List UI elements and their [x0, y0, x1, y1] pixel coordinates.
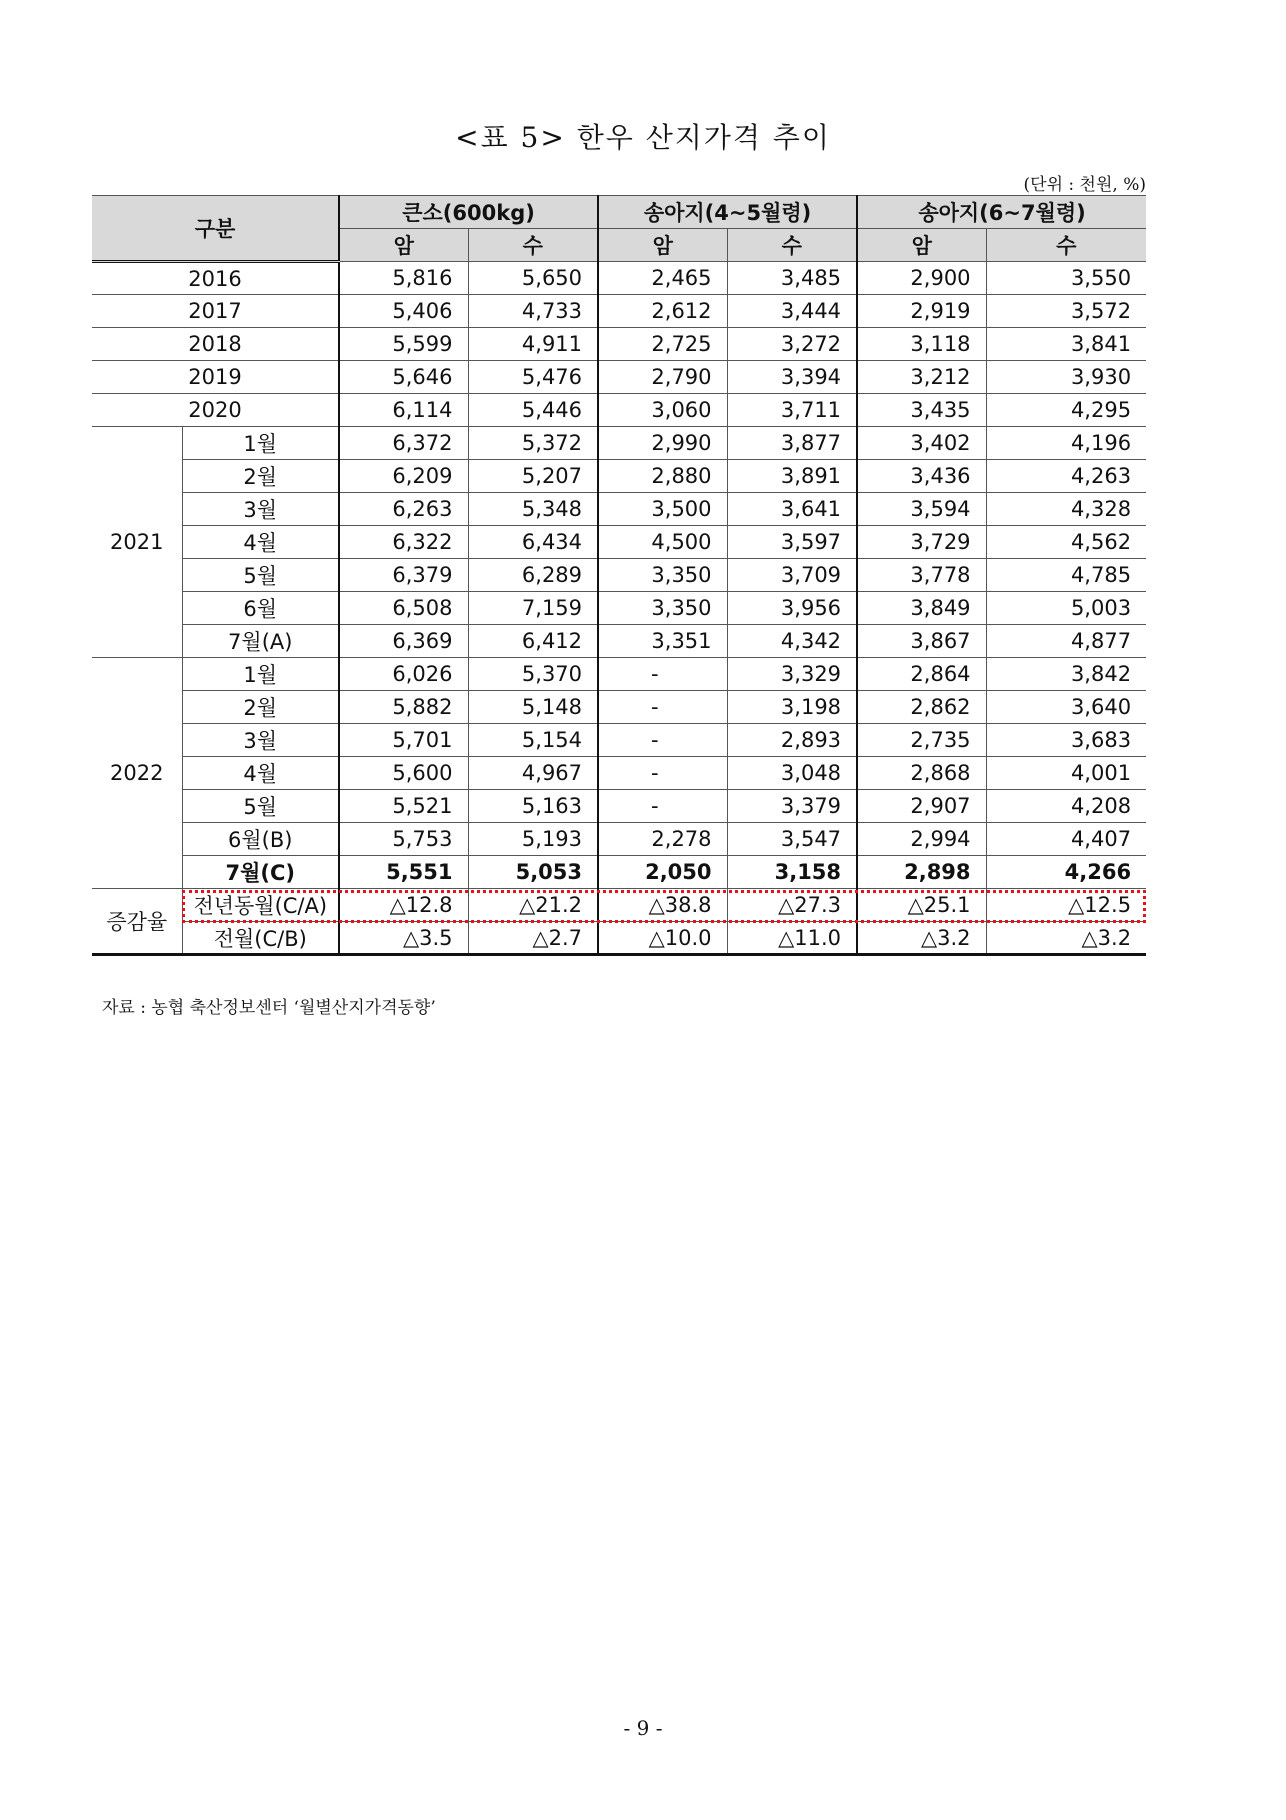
table-cell: 4,001 — [986, 757, 1146, 790]
year-label: 2022 — [92, 658, 182, 889]
table-cell: 3,351 — [598, 625, 727, 658]
table-cell: 4,877 — [986, 625, 1146, 658]
unit-note: (단위 : 천원, %) — [1023, 175, 1146, 195]
table-cell: 5,646 — [339, 361, 468, 394]
table-cell: 5,053 — [468, 856, 598, 889]
table-cell: 5,753 — [339, 823, 468, 856]
table-cell: 7,159 — [468, 592, 598, 625]
table-cell: 3,118 — [857, 328, 986, 361]
table-cell: 6,322 — [339, 526, 468, 559]
table-row — [92, 691, 1146, 724]
table-cell: △12.8 — [339, 889, 468, 922]
row-label: 2018 — [92, 328, 339, 361]
header-male: 수 — [468, 229, 598, 262]
table-cell: 3,729 — [857, 526, 986, 559]
table-row — [92, 427, 1146, 460]
table-row — [92, 328, 1146, 361]
table-cell: 6,263 — [339, 493, 468, 526]
row-label: 2019 — [92, 361, 339, 394]
change-row-label: 전년동월(C/A) — [182, 889, 339, 922]
table-cell: 2,990 — [598, 427, 727, 460]
table-cell: 5,372 — [468, 427, 598, 460]
year-label: 2021 — [92, 427, 182, 658]
table-cell: 6,114 — [339, 394, 468, 427]
row-label: 2020 — [92, 394, 339, 427]
table-row — [92, 757, 1146, 790]
table-cell: 3,842 — [986, 658, 1146, 691]
table-cell: 2,862 — [857, 691, 986, 724]
table-cell: - — [598, 724, 727, 757]
table-cell: - — [598, 691, 727, 724]
table-cell: △38.8 — [598, 889, 727, 922]
table-cell: 5,599 — [339, 328, 468, 361]
header-group-big-cattle: 큰소(600kg) — [339, 196, 598, 229]
table-row — [92, 295, 1146, 328]
header-male: 수 — [727, 229, 857, 262]
table-cell: 5,348 — [468, 493, 598, 526]
table-cell: 5,154 — [468, 724, 598, 757]
table-cell: 2,919 — [857, 295, 986, 328]
table-cell: 2,465 — [598, 262, 727, 295]
table-cell: 5,476 — [468, 361, 598, 394]
table-cell: 3,158 — [727, 856, 857, 889]
table-cell: 3,867 — [857, 625, 986, 658]
table-cell: △2.7 — [468, 922, 598, 955]
table-cell: 3,212 — [857, 361, 986, 394]
table-cell: 3,597 — [727, 526, 857, 559]
table-cell: 6,289 — [468, 559, 598, 592]
table-cell: △3.5 — [339, 922, 468, 955]
change-label: 증감율 — [92, 889, 182, 955]
month-label: 1월 — [182, 658, 339, 691]
table-cell: △3.2 — [857, 922, 986, 955]
table-cell: 3,198 — [727, 691, 857, 724]
table-cell: 3,485 — [727, 262, 857, 295]
table-cell: 3,436 — [857, 460, 986, 493]
table-cell: 3,048 — [727, 757, 857, 790]
header-male: 수 — [986, 229, 1146, 262]
month-label: 5월 — [182, 790, 339, 823]
table-cell: 2,278 — [598, 823, 727, 856]
table-cell: 5,207 — [468, 460, 598, 493]
table-cell: 3,841 — [986, 328, 1146, 361]
table-cell: △27.3 — [727, 889, 857, 922]
month-label: 2월 — [182, 691, 339, 724]
table-cell: 5,600 — [339, 757, 468, 790]
table-cell: 2,050 — [598, 856, 727, 889]
table-cell: 5,551 — [339, 856, 468, 889]
source-note: 자료 : 농협 축산정보센터 ‘월별산지가격동향’ — [102, 998, 436, 1018]
month-label: 1월 — [182, 427, 339, 460]
table-cell: 3,350 — [598, 592, 727, 625]
table-cell: 6,508 — [339, 592, 468, 625]
month-label: 6월(B) — [182, 823, 339, 856]
table-cell: 6,209 — [339, 460, 468, 493]
header-group-calf-4-5: 송아지(4~5월령) — [598, 196, 857, 229]
table-cell: 6,026 — [339, 658, 468, 691]
table-row — [92, 823, 1146, 856]
table-cell: 4,967 — [468, 757, 598, 790]
table-cell: 3,350 — [598, 559, 727, 592]
table-cell: 5,406 — [339, 295, 468, 328]
table-cell: 4,342 — [727, 625, 857, 658]
table-cell: 4,266 — [986, 856, 1146, 889]
table-row — [92, 658, 1146, 691]
table-cell: 4,911 — [468, 328, 598, 361]
table-title: <표 5> 한우 산지가격 추이 — [455, 121, 831, 154]
table-cell: 5,446 — [468, 394, 598, 427]
header-category: 구분 — [92, 196, 339, 262]
table-cell: 5,882 — [339, 691, 468, 724]
table-cell: 4,295 — [986, 394, 1146, 427]
table-cell: 4,196 — [986, 427, 1146, 460]
header-female: 암 — [857, 229, 986, 262]
table-cell: 2,907 — [857, 790, 986, 823]
table-cell: 2,880 — [598, 460, 727, 493]
table-cell: 5,521 — [339, 790, 468, 823]
table-cell: 3,379 — [727, 790, 857, 823]
table-cell: 5,816 — [339, 262, 468, 295]
table-cell: 3,329 — [727, 658, 857, 691]
table-cell: 5,193 — [468, 823, 598, 856]
table-cell: 3,572 — [986, 295, 1146, 328]
change-row-label: 전월(C/B) — [182, 922, 339, 955]
table-cell: - — [598, 757, 727, 790]
table-row — [92, 856, 1146, 889]
table-row — [92, 724, 1146, 757]
table-cell: 4,500 — [598, 526, 727, 559]
table-cell: 2,790 — [598, 361, 727, 394]
table-cell: 5,370 — [468, 658, 598, 691]
table-cell: 5,650 — [468, 262, 598, 295]
table-cell: 3,402 — [857, 427, 986, 460]
table-cell: 3,060 — [598, 394, 727, 427]
table-cell: 3,272 — [727, 328, 857, 361]
month-label: 2월 — [182, 460, 339, 493]
table-cell: 6,369 — [339, 625, 468, 658]
table-cell: △21.2 — [468, 889, 598, 922]
table-cell: 2,994 — [857, 823, 986, 856]
table-cell: 6,434 — [468, 526, 598, 559]
table-cell: 6,372 — [339, 427, 468, 460]
month-label: 7월(A) — [182, 625, 339, 658]
table-cell: 3,435 — [857, 394, 986, 427]
row-label: 2017 — [92, 295, 339, 328]
table-row — [92, 592, 1146, 625]
table-row — [92, 361, 1146, 394]
price-table — [92, 195, 1146, 956]
table-cell: 4,407 — [986, 823, 1146, 856]
month-label: 5월 — [182, 559, 339, 592]
table-cell: 2,868 — [857, 757, 986, 790]
table-cell: 4,733 — [468, 295, 598, 328]
table-row — [92, 394, 1146, 427]
month-label: 4월 — [182, 757, 339, 790]
table-cell: 3,641 — [727, 493, 857, 526]
table-cell: 3,444 — [727, 295, 857, 328]
table-cell: 3,930 — [986, 361, 1146, 394]
table-cell: 3,394 — [727, 361, 857, 394]
table-cell: 2,864 — [857, 658, 986, 691]
table-cell: 4,328 — [986, 493, 1146, 526]
table-row — [92, 625, 1146, 658]
table-cell: 4,562 — [986, 526, 1146, 559]
table-row — [92, 460, 1146, 493]
table-cell: 2,900 — [857, 262, 986, 295]
table-cell: 3,778 — [857, 559, 986, 592]
table-cell: △12.5 — [986, 889, 1146, 922]
table-cell: 2,735 — [857, 724, 986, 757]
table-cell: 4,208 — [986, 790, 1146, 823]
table-cell: 3,500 — [598, 493, 727, 526]
table-cell: 2,898 — [857, 856, 986, 889]
month-label: 3월 — [182, 724, 339, 757]
table-row — [92, 526, 1146, 559]
table-row — [92, 790, 1146, 823]
table-row — [92, 889, 1146, 922]
month-label: 4월 — [182, 526, 339, 559]
table-cell: 3,711 — [727, 394, 857, 427]
table-cell: 6,412 — [468, 625, 598, 658]
table-cell: 3,709 — [727, 559, 857, 592]
table-cell: 6,379 — [339, 559, 468, 592]
header-female: 암 — [339, 229, 468, 262]
table-cell: 3,877 — [727, 427, 857, 460]
table-row — [92, 559, 1146, 592]
table-cell: 3,547 — [727, 823, 857, 856]
table-row — [92, 262, 1146, 295]
table-cell: 3,956 — [727, 592, 857, 625]
month-label: 7월(C) — [182, 856, 339, 889]
table-cell: 3,849 — [857, 592, 986, 625]
table-cell: - — [598, 790, 727, 823]
table-row — [92, 493, 1146, 526]
table-cell: △25.1 — [857, 889, 986, 922]
table-cell: △3.2 — [986, 922, 1146, 955]
table-cell: 3,550 — [986, 262, 1146, 295]
table-cell: 3,891 — [727, 460, 857, 493]
row-label: 2016 — [92, 262, 339, 295]
month-label: 3월 — [182, 493, 339, 526]
table-row — [92, 922, 1146, 955]
table-cell: 5,148 — [468, 691, 598, 724]
header-female: 암 — [598, 229, 727, 262]
table-cell: 5,003 — [986, 592, 1146, 625]
table-cell: 3,640 — [986, 691, 1146, 724]
table-cell: 3,683 — [986, 724, 1146, 757]
table-cell: - — [598, 658, 727, 691]
table-cell: △10.0 — [598, 922, 727, 955]
table-cell: 2,893 — [727, 724, 857, 757]
table-cell: 2,612 — [598, 295, 727, 328]
month-label: 6월 — [182, 592, 339, 625]
table-cell: △11.0 — [727, 922, 857, 955]
header-group-calf-6-7: 송아지(6~7월령) — [857, 196, 1146, 229]
table-cell: 5,701 — [339, 724, 468, 757]
table-cell: 3,594 — [857, 493, 986, 526]
table-cell: 5,163 — [468, 790, 598, 823]
page-number: - 9 - — [623, 1716, 663, 1740]
table-cell: 4,263 — [986, 460, 1146, 493]
table-cell: 2,725 — [598, 328, 727, 361]
table-cell: 4,785 — [986, 559, 1146, 592]
